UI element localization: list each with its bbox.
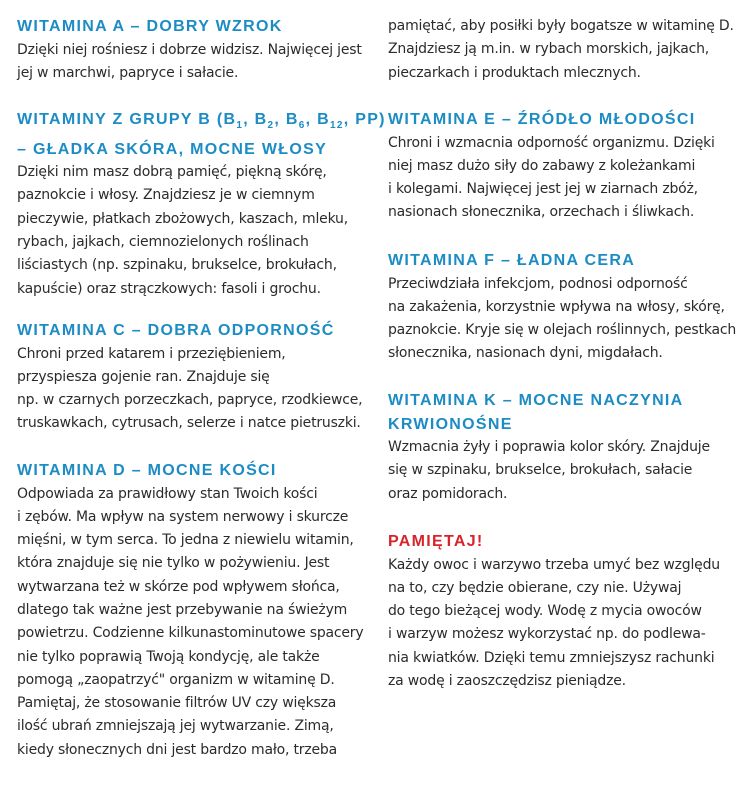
heading-vitamin-c: WITAMINA C – DOBRA ODPORNOŚĆ — [17, 322, 335, 339]
heading-text: , PP) — [343, 111, 386, 128]
text-vitamin-b — [17, 161, 362, 301]
text-line: nia kwiatków. Dzięki temu zmniejszysz rachunki — [388, 649, 715, 666]
heading-text: , B — [274, 111, 299, 128]
text-line: powietrzu. Codzienne kilkunastominutowe spacery — [17, 625, 364, 642]
text-line: wytwarzana też w skórze pod wpływem słońca, — [17, 578, 340, 595]
text-line: pomogą „zaopatrzyć" organizm w witaminę D. — [17, 671, 335, 688]
text-line: paznokcie. Kryje się w olejach roślinnych, pestkach — [388, 322, 737, 339]
subscript: 1 — [236, 120, 244, 132]
text-vitamin-d — [17, 483, 362, 763]
text-line: np. w czarnych porzeczkach, papryce, rzodkiewce, — [17, 392, 363, 409]
text-line: dlatego tak ważne jest przebywanie na świeżym — [17, 601, 348, 618]
text-line: Odpowiada za prawidłowy stan Twoich kości — [17, 485, 318, 502]
subscript: 6 — [298, 120, 306, 132]
text-line: i kolegami. Najwięcej jest jej w ziarnach zbóż, — [388, 181, 698, 198]
text-vitamin-a — [17, 39, 362, 86]
text-line: przyspiesza gojenie ran. Znajduje się — [17, 368, 270, 385]
section-vitamin-d-continued — [388, 15, 733, 85]
text-line: i zębów. Ma wpływ na system nerwowy i skurcze — [17, 508, 349, 525]
heading-text: WITAMINY Z GRUPY B (B — [17, 111, 237, 128]
section-remember — [388, 530, 733, 693]
text-line: truskawkach, cytrusach, selerze i natce pietruszki. — [17, 415, 361, 432]
text-line: nasionach słonecznika, orzechach i śliwkach. — [388, 204, 695, 221]
text-line: Każdy owoc i warzywo trzeba umyć bez względu — [388, 556, 720, 573]
heading-line: WITAMINA K – MOCNE NACZYNIA — [388, 392, 684, 409]
text-line: na to, czy będzie obierane, czy nie. Używaj — [388, 579, 682, 596]
text-line: nie tylko poprawią Twoją kondycję, ale także — [17, 648, 320, 665]
text-remember — [388, 554, 733, 694]
section-vitamin-k — [388, 389, 733, 506]
heading-text: , B — [305, 111, 331, 128]
text-line: Chroni i wzmacnia odporność organizmu. Dzięki — [388, 134, 715, 151]
section-vitamin-b — [17, 108, 386, 301]
heading-vitamin-k — [388, 389, 733, 436]
text-line: Pamiętaj, że stosowanie filtrów UV czy większa — [17, 695, 337, 712]
text-line: za wodę i zaoszczędzisz pieniądze. — [388, 672, 626, 689]
heading-vitamin-f: WITAMINA F – ŁADNA CERA — [388, 252, 636, 269]
text-line: niej masz dużo siły do zabawy z koleżankami — [388, 157, 696, 174]
text-vitamin-c — [17, 343, 362, 436]
section-vitamin-d — [17, 459, 362, 762]
heading-line: KRWIONOŚNE — [388, 415, 513, 433]
subscript: 2 — [267, 120, 275, 132]
subscript: 12 — [330, 120, 344, 132]
text-vitamin-f — [388, 273, 737, 366]
text-line: Znajdziesz ją m.in. w rybach morskich, jajkach, — [388, 41, 710, 58]
text-line: kiedy słonecznych dni jest bardzo mało, trzeba — [17, 741, 337, 758]
text-line: Wzmacnia żyły i poprawia kolor skóry. Znajduje — [388, 439, 710, 455]
heading-vitamin-e: WITAMINA E – ŹRÓDŁO MŁODOŚCI — [388, 111, 696, 128]
text-line: na zakażenia, korzystnie wpływa na włosy, skórę, — [388, 298, 725, 315]
text-line: słonecznika, nasionach dyni, migdałach. — [388, 345, 663, 362]
text-vitamin-e — [388, 132, 733, 225]
text-line: Przeciwdziała infekcjom, podnosi odporność — [388, 275, 688, 292]
text-line: pieczywie, płatkach zbożowych, kaszach, mleku, — [17, 210, 348, 227]
text-line: kapuście) oraz strączkowych: fasoli i grochu. — [17, 280, 321, 297]
text-vitamin-d-continued — [388, 15, 733, 85]
text-vitamin-k — [388, 436, 733, 506]
text-line: Dzięki niej rośniesz i dobrze widzisz. Najwięcej jest — [17, 41, 362, 58]
text-line: paznokcie i włosy. Znajdziesz je w ciemnym — [17, 187, 315, 204]
heading-line: – GŁADKA SKÓRA, MOCNE WŁOSY — [17, 140, 328, 158]
text-line: liściastych (np. szpinaku, brukselce, brokułach, — [17, 257, 337, 274]
heading-text: , B — [243, 111, 268, 128]
text-line: jej w marchwi, papryce i sałacie. — [17, 64, 239, 81]
text-line: ilość ubrań zmniejszają jej wytwarzanie. Zimą, — [17, 718, 334, 735]
heading-vitamin-a: WITAMINA A – DOBRY WZROK — [17, 18, 283, 35]
section-vitamin-f — [388, 249, 737, 366]
heading-remember: PAMIĘTAJ! — [388, 533, 484, 550]
text-line: mięśni, w tym serca. To jedna z niewielu witamin, — [17, 532, 354, 549]
text-line: rybach, jajkach, ciemnozielonych roślinach — [17, 234, 309, 251]
section-vitamin-a — [17, 15, 362, 85]
text-line: i warzyw możesz wykorzystać np. do podlewa- — [388, 626, 706, 643]
text-line: oraz pomidorach. — [388, 485, 508, 502]
text-line: Dzięki nim masz dobrą pamięć, piękną skórę, — [17, 164, 327, 181]
text-line: się w szpinaku, brukselce, brokułach, sałacie — [388, 462, 693, 479]
heading-vitamin-b — [17, 108, 386, 161]
section-vitamin-e — [388, 108, 733, 225]
heading-vitamin-d: WITAMINA D – MOCNE KOŚCI — [17, 462, 277, 479]
text-line: która znajduje się nie tylko w pożywieniu. Jest — [17, 555, 330, 572]
text-line: Chroni przed katarem i przeziębieniem, — [17, 345, 286, 362]
heading-line — [17, 108, 386, 138]
text-line: pieczarkach i produktach mlecznych. — [388, 64, 641, 81]
text-line: pamiętać, aby posiłki były bogatsze w witaminę D. — [388, 18, 734, 34]
text-line: do tego bieżącej wody. Wodę z mycia owoców — [388, 603, 702, 620]
section-vitamin-c — [17, 319, 362, 436]
